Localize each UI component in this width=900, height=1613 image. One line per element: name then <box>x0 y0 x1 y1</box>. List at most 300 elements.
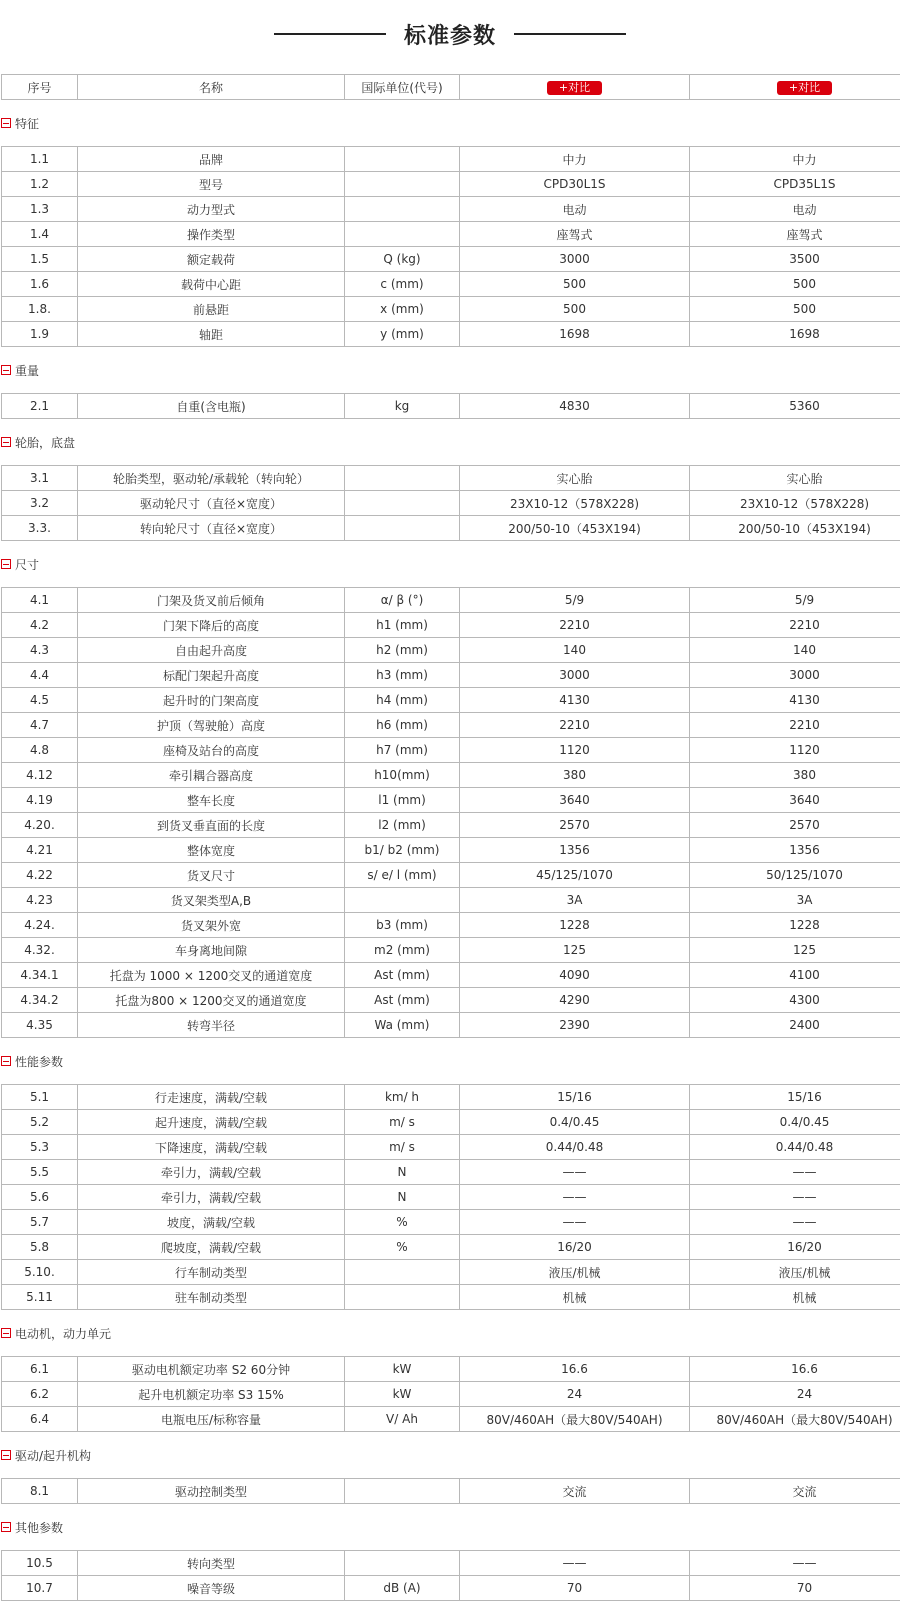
row-unit <box>345 197 460 222</box>
row-no: 1.2 <box>2 172 78 197</box>
row-no: 1.9 <box>2 322 78 347</box>
header-no: 序号 <box>2 75 78 100</box>
row-no: 5.2 <box>2 1110 78 1135</box>
row-unit: kg <box>345 394 460 419</box>
row-value-2: 1228 <box>690 913 900 938</box>
row-no: 3.1 <box>2 466 78 491</box>
row-value-2: 16/20 <box>690 1235 900 1260</box>
row-unit: s/ e/ l (mm) <box>345 863 460 888</box>
row-value-1: 座驾式 <box>460 222 690 247</box>
row-unit: h6 (mm) <box>345 713 460 738</box>
row-unit <box>345 466 460 491</box>
row-value-2: 0.44/0.48 <box>690 1135 900 1160</box>
row-name: 下降速度，满载/空载 <box>78 1135 345 1160</box>
row-name: 爬坡度，满载/空载 <box>78 1235 345 1260</box>
table-row <box>2 297 900 322</box>
row-unit <box>345 147 460 172</box>
row-value-1: 1228 <box>460 913 690 938</box>
table-row <box>2 638 900 663</box>
row-value-2: 2570 <box>690 813 900 838</box>
row-no: 6.4 <box>2 1407 78 1432</box>
row-value-1: 1698 <box>460 322 690 347</box>
title-row <box>0 0 900 68</box>
row-value-1: 5/9 <box>460 588 690 613</box>
row-value-1: 125 <box>460 938 690 963</box>
row-name: 门架下降后的高度 <box>78 613 345 638</box>
table-row <box>2 1085 900 1110</box>
header-compare-cell-2 <box>690 75 900 100</box>
row-unit: α/ β (°) <box>345 588 460 613</box>
table-row <box>2 863 900 888</box>
row-value-1: 3640 <box>460 788 690 813</box>
collapse-minus-icon[interactable] <box>1 1522 11 1532</box>
table-row <box>2 788 900 813</box>
table-row <box>2 1160 900 1185</box>
row-value-1: 实心胎 <box>460 466 690 491</box>
row-value-2: 机械 <box>690 1285 900 1310</box>
table-row <box>2 963 900 988</box>
row-name: 牵引力，满载/空载 <box>78 1160 345 1185</box>
page-title: 标准参数 <box>403 23 496 49</box>
row-unit: l2 (mm) <box>345 813 460 838</box>
row-unit: l1 (mm) <box>345 788 460 813</box>
row-no: 1.8. <box>2 297 78 322</box>
section-header[interactable] <box>0 1504 900 1550</box>
header-compare-cell-1 <box>460 75 690 100</box>
row-name: 前悬距 <box>78 297 345 322</box>
row-no: 4.34.1 <box>2 963 78 988</box>
row-value-1: 380 <box>460 763 690 788</box>
collapse-minus-icon[interactable] <box>1 559 11 569</box>
section-title: 特征 <box>15 116 40 131</box>
row-no: 5.5 <box>2 1160 78 1185</box>
row-value-1: 500 <box>460 297 690 322</box>
row-unit: Q (kg) <box>345 247 460 272</box>
row-no: 4.34.2 <box>2 988 78 1013</box>
section-table <box>1 1084 900 1310</box>
row-value-2: 15/16 <box>690 1085 900 1110</box>
row-no: 4.21 <box>2 838 78 863</box>
row-no: 5.6 <box>2 1185 78 1210</box>
row-value-2: 23X10-12（578X228) <box>690 491 900 516</box>
row-no: 4.3 <box>2 638 78 663</box>
section-title: 尺寸 <box>15 557 40 572</box>
row-no: 10.5 <box>2 1551 78 1576</box>
row-unit <box>345 516 460 541</box>
row-unit: N <box>345 1185 460 1210</box>
row-no: 4.12 <box>2 763 78 788</box>
row-value-2: 5360 <box>690 394 900 419</box>
row-unit <box>345 1260 460 1285</box>
row-unit: kW <box>345 1382 460 1407</box>
header-table <box>1 74 900 100</box>
table-row <box>2 1479 900 1504</box>
row-name: 转向轮尺寸（直径×宽度） <box>78 516 345 541</box>
row-value-1: 70 <box>460 1576 690 1601</box>
row-no: 5.3 <box>2 1135 78 1160</box>
row-value-1: 4090 <box>460 963 690 988</box>
row-name: 护顶（驾驶舱）高度 <box>78 713 345 738</box>
row-unit <box>345 172 460 197</box>
row-name: 载荷中心距 <box>78 272 345 297</box>
sections-container <box>0 100 900 1601</box>
row-name: 轮胎类型，驱动轮/承载轮（转向轮） <box>78 466 345 491</box>
row-no: 4.2 <box>2 613 78 638</box>
row-no: 1.5 <box>2 247 78 272</box>
table-row <box>2 1013 900 1038</box>
row-value-1: —— <box>460 1210 690 1235</box>
row-unit: Wa (mm) <box>345 1013 460 1038</box>
section-table <box>1 465 900 541</box>
table-row <box>2 913 900 938</box>
row-name: 车身离地间隙 <box>78 938 345 963</box>
row-name: 驱动轮尺寸（直径×宽度） <box>78 491 345 516</box>
row-value-2: 1698 <box>690 322 900 347</box>
row-value-1: 机械 <box>460 1285 690 1310</box>
table-row <box>2 394 900 419</box>
row-name: 座椅及站台的高度 <box>78 738 345 763</box>
section-header[interactable] <box>0 419 900 465</box>
row-unit <box>345 222 460 247</box>
row-value-1: —— <box>460 1551 690 1576</box>
row-value-2: 5/9 <box>690 588 900 613</box>
row-name: 整体宽度 <box>78 838 345 863</box>
row-value-2: 200/50-10（453X194) <box>690 516 900 541</box>
section-header[interactable] <box>0 1432 900 1478</box>
row-no: 4.35 <box>2 1013 78 1038</box>
row-value-1: 45/125/1070 <box>460 863 690 888</box>
table-row <box>2 147 900 172</box>
row-no: 5.7 <box>2 1210 78 1235</box>
row-no: 4.5 <box>2 688 78 713</box>
table-row <box>2 738 900 763</box>
section-header[interactable] <box>0 347 900 393</box>
row-no: 4.4 <box>2 663 78 688</box>
row-unit <box>345 1285 460 1310</box>
row-unit: b1/ b2 (mm) <box>345 838 460 863</box>
table-row <box>2 247 900 272</box>
section-table <box>1 1478 900 1504</box>
row-name: 起升时的门架高度 <box>78 688 345 713</box>
row-unit: Ast (mm) <box>345 963 460 988</box>
row-unit: km/ h <box>345 1085 460 1110</box>
row-no: 3.2 <box>2 491 78 516</box>
row-no: 1.4 <box>2 222 78 247</box>
table-row <box>2 813 900 838</box>
row-no: 4.7 <box>2 713 78 738</box>
row-no: 8.1 <box>2 1479 78 1504</box>
row-name: 行走速度，满载/空载 <box>78 1085 345 1110</box>
row-value-1: 80V/460AH（最大80V/540AH) <box>460 1407 690 1432</box>
row-no: 4.22 <box>2 863 78 888</box>
row-value-2: 2210 <box>690 713 900 738</box>
table-row <box>2 222 900 247</box>
row-name: 驻车制动类型 <box>78 1285 345 1310</box>
row-name: 操作类型 <box>78 222 345 247</box>
table-row <box>2 322 900 347</box>
row-no: 4.19 <box>2 788 78 813</box>
section-title: 其他参数 <box>15 1520 64 1535</box>
row-unit: m2 (mm) <box>345 938 460 963</box>
section-title: 性能参数 <box>15 1054 64 1069</box>
row-value-2: 电动 <box>690 197 900 222</box>
table-row <box>2 1285 900 1310</box>
table-row <box>2 938 900 963</box>
table-row <box>2 1551 900 1576</box>
row-value-2: 24 <box>690 1382 900 1407</box>
row-value-2: 3640 <box>690 788 900 813</box>
collapse-minus-icon[interactable] <box>1 1450 11 1460</box>
row-no: 4.23 <box>2 888 78 913</box>
row-unit: b3 (mm) <box>345 913 460 938</box>
row-no: 4.1 <box>2 588 78 613</box>
section-header[interactable] <box>0 1038 900 1084</box>
row-name: 货叉架类型A,B <box>78 888 345 913</box>
row-unit: % <box>345 1210 460 1235</box>
row-value-2: 50/125/1070 <box>690 863 900 888</box>
section-header[interactable] <box>0 541 900 587</box>
title-line-right <box>514 33 626 35</box>
row-value-1: 500 <box>460 272 690 297</box>
collapse-minus-icon[interactable] <box>1 118 11 128</box>
row-value-2: 500 <box>690 272 900 297</box>
table-row <box>2 1235 900 1260</box>
row-name: 标配门架起升高度 <box>78 663 345 688</box>
row-unit <box>345 1479 460 1504</box>
row-value-1: 1120 <box>460 738 690 763</box>
row-unit <box>345 491 460 516</box>
section-header[interactable] <box>0 1310 900 1356</box>
table-row <box>2 888 900 913</box>
collapse-minus-icon[interactable] <box>1 365 11 375</box>
row-value-1: 0.4/0.45 <box>460 1110 690 1135</box>
row-value-1: 3000 <box>460 663 690 688</box>
row-value-2: 140 <box>690 638 900 663</box>
table-row <box>2 838 900 863</box>
table-row <box>2 516 900 541</box>
row-name: 额定载荷 <box>78 247 345 272</box>
row-value-2: 座驾式 <box>690 222 900 247</box>
table-row <box>2 1260 900 1285</box>
row-no: 5.1 <box>2 1085 78 1110</box>
row-name: 托盘为 1000 × 1200交叉的通道宽度 <box>78 963 345 988</box>
section-table <box>1 146 900 347</box>
row-no: 5.11 <box>2 1285 78 1310</box>
table-row <box>2 272 900 297</box>
row-value-2: 380 <box>690 763 900 788</box>
row-value-2: 实心胎 <box>690 466 900 491</box>
row-value-1: 15/16 <box>460 1085 690 1110</box>
row-name: 型号 <box>78 172 345 197</box>
compare-button-2[interactable]: +对比 <box>777 81 832 95</box>
row-value-1: CPD30L1S <box>460 172 690 197</box>
row-value-1: 4290 <box>460 988 690 1013</box>
row-unit: h10(mm) <box>345 763 460 788</box>
row-value-2: 液压/机械 <box>690 1260 900 1285</box>
row-name: 自重(含电瓶) <box>78 394 345 419</box>
row-unit: y (mm) <box>345 322 460 347</box>
row-value-1: 16.6 <box>460 1357 690 1382</box>
row-value-2: 2210 <box>690 613 900 638</box>
row-no: 6.2 <box>2 1382 78 1407</box>
row-value-1: —— <box>460 1185 690 1210</box>
section-title: 轮胎，底盘 <box>15 435 76 450</box>
row-name: 品牌 <box>78 147 345 172</box>
table-row <box>2 988 900 1013</box>
section-table <box>1 587 900 1038</box>
row-value-1: 2210 <box>460 613 690 638</box>
table-row <box>2 663 900 688</box>
row-value-2: —— <box>690 1551 900 1576</box>
table-row <box>2 1382 900 1407</box>
section-title: 重量 <box>15 363 40 378</box>
row-unit: kW <box>345 1357 460 1382</box>
row-unit: x (mm) <box>345 297 460 322</box>
row-value-1: 140 <box>460 638 690 663</box>
row-value-2: —— <box>690 1185 900 1210</box>
table-row <box>2 1357 900 1382</box>
row-no: 5.10. <box>2 1260 78 1285</box>
collapse-minus-icon[interactable] <box>1 1056 11 1066</box>
row-name: 驱动控制类型 <box>78 1479 345 1504</box>
row-value-1: 4830 <box>460 394 690 419</box>
row-unit: m/ s <box>345 1110 460 1135</box>
row-value-1: 0.44/0.48 <box>460 1135 690 1160</box>
row-value-2: 70 <box>690 1576 900 1601</box>
row-name: 牵引力，满载/空载 <box>78 1185 345 1210</box>
row-unit: V/ Ah <box>345 1407 460 1432</box>
row-unit: c (mm) <box>345 272 460 297</box>
row-no: 1.6 <box>2 272 78 297</box>
row-name: 电瓶电压/标称容量 <box>78 1407 345 1432</box>
section-title: 电动机，动力单元 <box>15 1326 112 1341</box>
row-unit: m/ s <box>345 1135 460 1160</box>
row-unit: h1 (mm) <box>345 613 460 638</box>
row-unit <box>345 888 460 913</box>
row-value-2: 1120 <box>690 738 900 763</box>
row-no: 6.1 <box>2 1357 78 1382</box>
row-value-1: 中力 <box>460 147 690 172</box>
row-value-1: 16/20 <box>460 1235 690 1260</box>
row-unit: h4 (mm) <box>345 688 460 713</box>
row-no: 3.3. <box>2 516 78 541</box>
collapse-minus-icon[interactable] <box>1 437 11 447</box>
row-value-1: 3A <box>460 888 690 913</box>
table-row <box>2 1576 900 1601</box>
section-table <box>1 393 900 419</box>
row-name: 坡度，满载/空载 <box>78 1210 345 1235</box>
row-unit: h3 (mm) <box>345 663 460 688</box>
row-name: 驱动电机额定功率 S2 60分钟 <box>78 1357 345 1382</box>
row-no: 2.1 <box>2 394 78 419</box>
row-name: 噪音等级 <box>78 1576 345 1601</box>
title-line-left <box>274 33 386 35</box>
row-unit: N <box>345 1160 460 1185</box>
row-value-1: 2390 <box>460 1013 690 1038</box>
row-no: 5.8 <box>2 1235 78 1260</box>
table-row <box>2 1135 900 1160</box>
row-no: 4.24. <box>2 913 78 938</box>
row-value-2: 1356 <box>690 838 900 863</box>
row-unit: h7 (mm) <box>345 738 460 763</box>
table-row <box>2 172 900 197</box>
row-value-2: 125 <box>690 938 900 963</box>
row-value-1: 电动 <box>460 197 690 222</box>
row-unit: dB (A) <box>345 1576 460 1601</box>
row-unit <box>345 1551 460 1576</box>
table-row <box>2 763 900 788</box>
row-name: 起升速度，满载/空载 <box>78 1110 345 1135</box>
compare-button-1[interactable]: +对比 <box>547 81 602 95</box>
row-name: 起升电机额定功率 S3 15% <box>78 1382 345 1407</box>
row-value-2: 交流 <box>690 1479 900 1504</box>
table-row <box>2 588 900 613</box>
row-no: 4.32. <box>2 938 78 963</box>
row-value-2: 3A <box>690 888 900 913</box>
row-value-2: 3500 <box>690 247 900 272</box>
row-value-1: —— <box>460 1160 690 1185</box>
row-name: 货叉尺寸 <box>78 863 345 888</box>
row-value-1: 液压/机械 <box>460 1260 690 1285</box>
row-name: 到货叉垂直面的长度 <box>78 813 345 838</box>
row-value-2: 4300 <box>690 988 900 1013</box>
row-value-2: 4130 <box>690 688 900 713</box>
row-name: 轴距 <box>78 322 345 347</box>
row-name: 动力型式 <box>78 197 345 222</box>
row-name: 托盘为800 × 1200交叉的通道宽度 <box>78 988 345 1013</box>
section-title: 驱动/起升机构 <box>15 1448 92 1463</box>
row-name: 货叉架外宽 <box>78 913 345 938</box>
header-unit: 国际单位(代号) <box>345 75 460 100</box>
row-value-1: 2570 <box>460 813 690 838</box>
table-row <box>2 491 900 516</box>
row-value-2: 4100 <box>690 963 900 988</box>
section-table <box>1 1356 900 1432</box>
table-row <box>2 1110 900 1135</box>
row-no: 1.1 <box>2 147 78 172</box>
header-name: 名称 <box>78 75 345 100</box>
section-table <box>1 1550 900 1601</box>
row-value-1: 23X10-12（578X228) <box>460 491 690 516</box>
row-name: 转向类型 <box>78 1551 345 1576</box>
row-value-2: 500 <box>690 297 900 322</box>
row-name: 自由起升高度 <box>78 638 345 663</box>
row-value-1: 4130 <box>460 688 690 713</box>
header-row <box>2 75 900 100</box>
row-no: 1.3 <box>2 197 78 222</box>
table-row <box>2 466 900 491</box>
table-row <box>2 1210 900 1235</box>
row-name: 行车制动类型 <box>78 1260 345 1285</box>
row-value-1: 200/50-10（453X194) <box>460 516 690 541</box>
section-header[interactable] <box>0 100 900 146</box>
row-value-2: 2400 <box>690 1013 900 1038</box>
row-value-2: 0.4/0.45 <box>690 1110 900 1135</box>
table-row <box>2 613 900 638</box>
collapse-minus-icon[interactable] <box>1 1328 11 1338</box>
row-value-2: —— <box>690 1210 900 1235</box>
row-value-2: 3000 <box>690 663 900 688</box>
table-row <box>2 197 900 222</box>
table-row <box>2 1185 900 1210</box>
row-value-1: 2210 <box>460 713 690 738</box>
row-unit: % <box>345 1235 460 1260</box>
row-value-2: 16.6 <box>690 1357 900 1382</box>
row-name: 整车长度 <box>78 788 345 813</box>
row-no: 4.20. <box>2 813 78 838</box>
row-value-1: 交流 <box>460 1479 690 1504</box>
row-value-2: 中力 <box>690 147 900 172</box>
